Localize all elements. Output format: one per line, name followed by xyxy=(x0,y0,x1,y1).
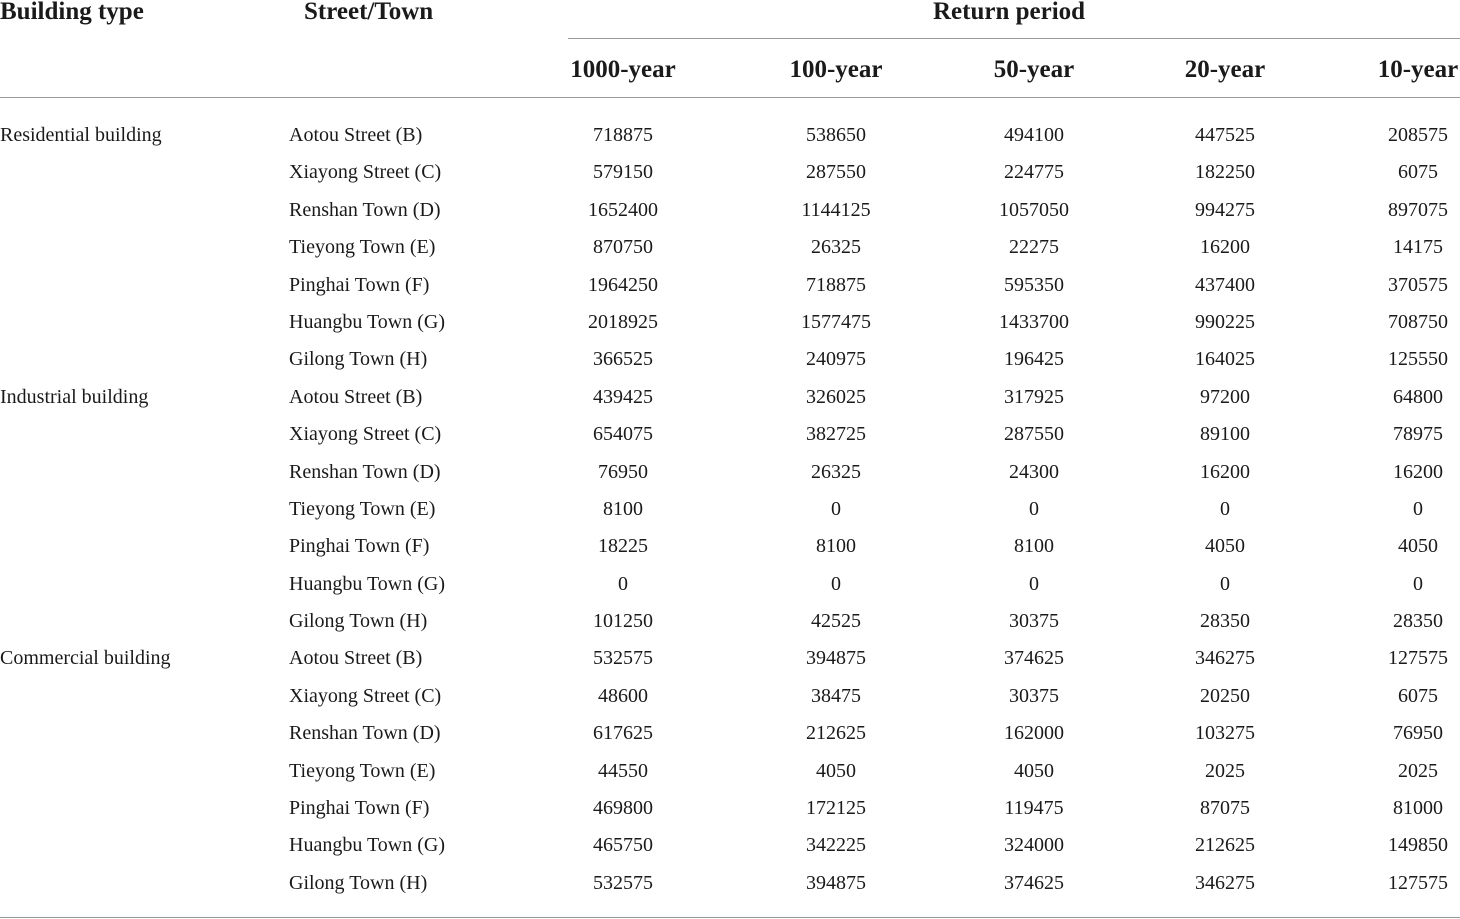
cell-value: 2025 xyxy=(1398,759,1438,782)
cell-value: 382725 xyxy=(806,423,866,446)
cell-value: 8100 xyxy=(816,535,856,558)
header-building-type: Building type xyxy=(0,0,144,25)
cell-value: 76950 xyxy=(1393,722,1443,745)
cell-value: 0 xyxy=(1029,572,1039,595)
cell-street-town: Renshan Town (D) xyxy=(289,722,441,745)
cell-value: 654075 xyxy=(593,423,653,446)
cell-building-type: Industrial building xyxy=(0,385,149,408)
cell-value: 0 xyxy=(831,497,841,520)
cell-value: 2018925 xyxy=(588,310,658,333)
cell-value: 20250 xyxy=(1200,684,1250,707)
cell-street-town: Pinghai Town (F) xyxy=(289,535,430,558)
cell-value: 224775 xyxy=(1004,161,1064,184)
cell-value: 538650 xyxy=(806,124,866,146)
cell-street-town: Aotou Street (B) xyxy=(289,385,423,408)
cell-value: 346275 xyxy=(1195,871,1255,894)
table-row xyxy=(0,566,1460,603)
cell-value: 127575 xyxy=(1388,647,1448,670)
cell-value: 0 xyxy=(1413,497,1423,520)
cell-street-town: Gilong Town (H) xyxy=(289,610,428,633)
cell-value: 28350 xyxy=(1200,610,1250,633)
table-row xyxy=(0,865,1460,902)
cell-value: 994275 xyxy=(1195,198,1255,221)
cell-value: 14175 xyxy=(1393,236,1443,259)
cell-value: 44550 xyxy=(598,759,648,782)
cell-value: 0 xyxy=(1220,497,1230,520)
cell-value: 149850 xyxy=(1388,834,1448,857)
cell-street-town: Tieyong Town (E) xyxy=(289,497,436,520)
cell-value: 30375 xyxy=(1009,610,1059,633)
cell-value: 81000 xyxy=(1393,797,1443,820)
cell-value: 182250 xyxy=(1195,161,1255,184)
cell-value: 164025 xyxy=(1195,348,1255,371)
cell-value: 870750 xyxy=(593,236,653,259)
table-row xyxy=(0,341,1460,378)
cell-value: 78975 xyxy=(1393,423,1443,446)
cell-value: 125550 xyxy=(1388,348,1448,371)
cell-value: 394875 xyxy=(806,871,866,894)
table-row xyxy=(0,827,1460,864)
table-row xyxy=(0,454,1460,491)
header-period-10: 10-year xyxy=(1377,56,1459,83)
cell-value: 8100 xyxy=(603,497,643,520)
table-row xyxy=(0,678,1460,715)
cell-value: 38475 xyxy=(811,684,861,707)
cell-value: 16200 xyxy=(1200,236,1250,259)
cell-value: 64800 xyxy=(1393,385,1443,408)
cell-value: 1144125 xyxy=(801,198,871,221)
cell-value: 16200 xyxy=(1393,460,1443,483)
cell-value: 8100 xyxy=(1014,535,1054,558)
cell-value: 287550 xyxy=(1004,423,1064,446)
table-row xyxy=(0,491,1460,528)
cell-value: 42525 xyxy=(811,610,861,633)
header-street-town: Street/Town xyxy=(304,0,434,25)
cell-value: 76950 xyxy=(598,460,648,483)
cell-street-town: Pinghai Town (F) xyxy=(289,797,430,820)
cell-value: 469800 xyxy=(593,797,653,820)
cell-value: 4050 xyxy=(1205,535,1245,558)
cell-street-town: Renshan Town (D) xyxy=(289,460,441,483)
cell-value: 4050 xyxy=(1014,759,1054,782)
cell-value: 22275 xyxy=(1009,236,1059,259)
header-divider xyxy=(0,97,1460,98)
cell-value: 532575 xyxy=(593,647,653,670)
cell-value: 1577475 xyxy=(801,310,871,333)
cell-value: 287550 xyxy=(806,161,866,184)
table-row xyxy=(0,267,1460,304)
cell-value: 30375 xyxy=(1009,684,1059,707)
cell-street-town: Xiayong Street (C) xyxy=(289,684,442,707)
cell-value: 370575 xyxy=(1388,273,1448,296)
table-row xyxy=(0,304,1460,341)
table-body xyxy=(0,117,1460,902)
cell-value: 1057050 xyxy=(999,198,1069,221)
cell-value: 212625 xyxy=(1195,834,1255,857)
cell-value: 24300 xyxy=(1009,460,1059,483)
table-row xyxy=(0,192,1460,229)
cell-value: 447525 xyxy=(1195,124,1255,146)
cell-value: 101250 xyxy=(593,610,653,633)
cell-value: 374625 xyxy=(1004,647,1064,670)
cell-value: 439425 xyxy=(593,385,653,408)
cell-value: 326025 xyxy=(806,385,866,408)
table-bottom-divider xyxy=(0,917,1460,918)
cell-street-town: Gilong Town (H) xyxy=(289,871,428,894)
cell-value: 2025 xyxy=(1205,759,1245,782)
cell-value: 374625 xyxy=(1004,871,1064,894)
cell-value: 119475 xyxy=(1004,797,1064,820)
cell-value: 579150 xyxy=(593,161,653,184)
cell-value: 18225 xyxy=(598,535,648,558)
cell-value: 394875 xyxy=(806,647,866,670)
cell-value: 0 xyxy=(1029,497,1039,520)
cell-value: 0 xyxy=(831,572,841,595)
table-row xyxy=(0,416,1460,453)
cell-value: 1964250 xyxy=(588,273,658,296)
cell-value: 48600 xyxy=(598,684,648,707)
cell-street-town: Huangbu Town (G) xyxy=(289,310,445,333)
cell-building-type: Commercial building xyxy=(0,647,171,670)
table-row xyxy=(0,603,1460,640)
table-row xyxy=(0,640,1460,677)
table-row xyxy=(0,715,1460,752)
cell-street-town: Aotou Street (B) xyxy=(289,124,423,146)
cell-value: 718875 xyxy=(593,124,653,146)
cell-value: 26325 xyxy=(811,236,861,259)
cell-value: 437400 xyxy=(1195,273,1255,296)
cell-street-town: Aotou Street (B) xyxy=(289,647,423,670)
cell-street-town: Gilong Town (H) xyxy=(289,348,428,371)
cell-building-type: Residential building xyxy=(0,124,162,146)
cell-street-town: Xiayong Street (C) xyxy=(289,423,442,446)
table-row xyxy=(0,117,1460,154)
cell-street-town: Tieyong Town (E) xyxy=(289,759,436,782)
cell-value: 26325 xyxy=(811,460,861,483)
cell-street-town: Xiayong Street (C) xyxy=(289,161,442,184)
cell-value: 196425 xyxy=(1004,348,1064,371)
header-period-50: 50-year xyxy=(993,56,1075,83)
cell-value: 97200 xyxy=(1200,385,1250,408)
header-period-100: 100-year xyxy=(789,56,883,83)
cell-value: 4050 xyxy=(1398,535,1438,558)
cell-street-town: Huangbu Town (G) xyxy=(289,834,445,857)
cell-value: 89100 xyxy=(1200,423,1250,446)
table-row xyxy=(0,379,1460,416)
cell-value: 1433700 xyxy=(999,310,1069,333)
cell-value: 532575 xyxy=(593,871,653,894)
cell-value: 16200 xyxy=(1200,460,1250,483)
cell-value: 87075 xyxy=(1200,797,1250,820)
cell-value: 317925 xyxy=(1004,385,1064,408)
cell-value: 494100 xyxy=(1004,124,1064,146)
cell-value: 6075 xyxy=(1398,684,1438,707)
header-return-period: Return period xyxy=(933,0,1086,25)
cell-value: 127575 xyxy=(1388,871,1448,894)
cell-value: 1652400 xyxy=(588,198,658,221)
cell-value: 718875 xyxy=(806,273,866,296)
cell-value: 346275 xyxy=(1195,647,1255,670)
cell-value: 0 xyxy=(618,572,628,595)
cell-value: 366525 xyxy=(593,348,653,371)
cell-street-town: Renshan Town (D) xyxy=(289,198,441,221)
header-period-1000: 1000-year xyxy=(570,56,676,83)
cell-street-town: Huangbu Town (G) xyxy=(289,572,445,595)
cell-value: 990225 xyxy=(1195,310,1255,333)
cell-value: 208575 xyxy=(1388,124,1448,146)
cell-value: 240975 xyxy=(806,348,866,371)
table-row xyxy=(0,229,1460,266)
header-period-20: 20-year xyxy=(1184,56,1266,83)
cell-street-town: Pinghai Town (F) xyxy=(289,273,430,296)
cell-value: 465750 xyxy=(593,834,653,857)
cell-value: 172125 xyxy=(806,797,866,820)
return-period-divider xyxy=(568,38,1460,39)
table-row xyxy=(0,154,1460,191)
table-row xyxy=(0,528,1460,565)
cell-value: 6075 xyxy=(1398,161,1438,184)
cell-value: 595350 xyxy=(1004,273,1064,296)
table-row xyxy=(0,790,1460,827)
cell-value: 708750 xyxy=(1388,310,1448,333)
cell-value: 897075 xyxy=(1388,198,1448,221)
table-row xyxy=(0,753,1460,790)
cell-value: 0 xyxy=(1220,572,1230,595)
cell-value: 4050 xyxy=(816,759,856,782)
cell-value: 0 xyxy=(1413,572,1423,595)
cell-value: 342225 xyxy=(806,834,866,857)
cell-value: 212625 xyxy=(806,722,866,745)
cell-street-town: Tieyong Town (E) xyxy=(289,236,436,259)
cell-value: 324000 xyxy=(1004,834,1064,857)
cell-value: 28350 xyxy=(1393,610,1443,633)
cell-value: 162000 xyxy=(1004,722,1064,745)
cell-value: 103275 xyxy=(1195,722,1255,745)
cell-value: 617625 xyxy=(593,722,653,745)
